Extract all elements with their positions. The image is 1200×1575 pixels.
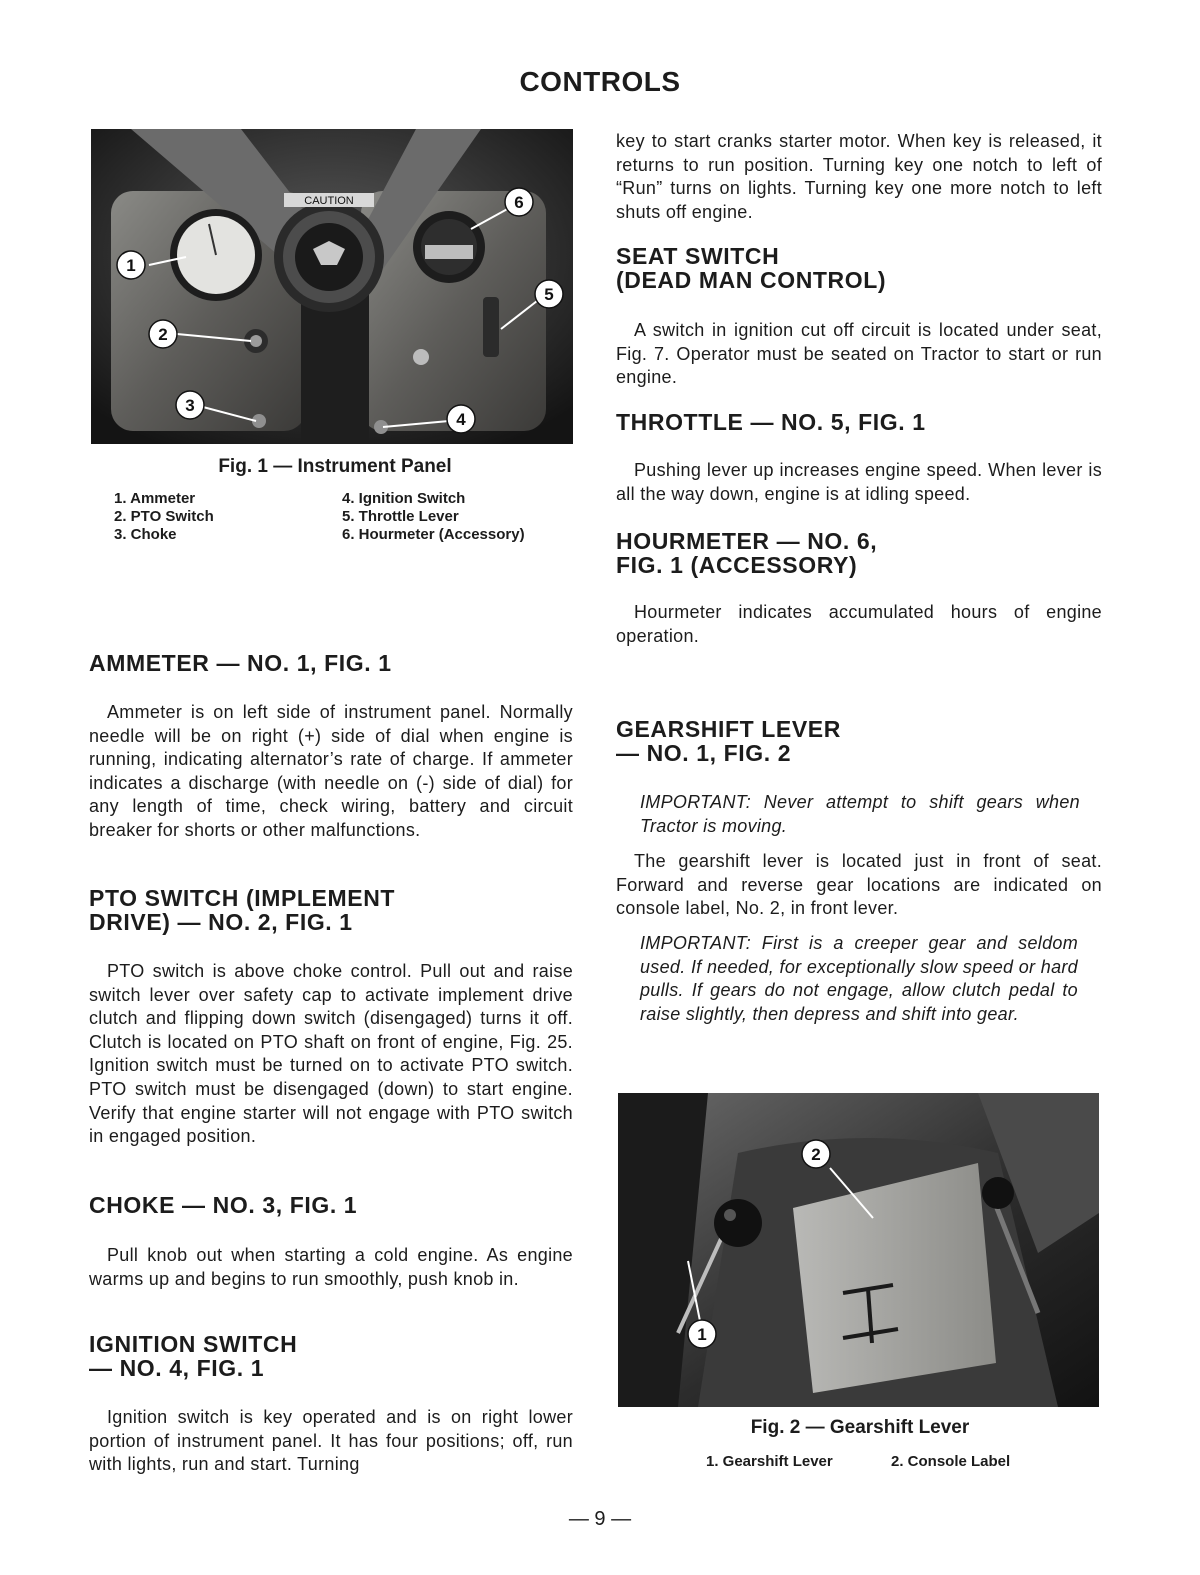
legend-item: 4. Ignition Switch [342,490,466,507]
legend-item: 1. Ammeter [114,490,196,507]
callout-2: 2 [158,325,168,344]
legend-item: 2. PTO Switch [114,508,214,525]
callout-5: 5 [544,285,554,304]
gearshift-important-2: IMPORTANT: First is a creeper gear and seldom used. If needed, for exceptionally slow speed or hard pulls. If gears do not engage, allow clutch pedal to raise slightly, then depress and shift into gear. [640,933,1078,1024]
ammeter-heading: AMMETER — NO. 1, FIG. 1 [89,650,392,676]
page-title: CONTROLS [519,66,681,97]
hourmeter-heading: HOURMETER — NO. 6, FIG. 1 (ACCESSORY) [616,528,878,578]
legend-item: 3. Choke [114,526,177,543]
hourmeter-body: Hourmeter indicates accumulated hours of engine operation. [616,602,1102,646]
instrument-panel-photo [91,129,573,444]
caution-label: CAUTION [304,195,354,207]
figure2-legend-item-1: 1. Gearshift Lever [706,1453,833,1470]
fig2-callout-1: 1 [697,1325,707,1344]
gearshift-lever-photo [618,1093,1099,1407]
throttle-heading: THROTTLE — NO. 5, FIG. 1 [616,409,926,435]
figure2-caption: Fig. 2 — Gearshift Lever [750,1417,970,1438]
ignition-body: Ignition switch is key operated and is on right lower portion of instrument panel. It has four positions; off, run with lights, run and start. Turning [89,1407,573,1475]
seat-switch-heading: SEAT SWITCH (DEAD MAN CONTROL) [616,243,887,293]
legend-item: 6. Hourmeter (Accessory) [342,526,525,543]
page-number: — 9 — [568,1508,632,1530]
callout-4: 4 [456,410,466,429]
choke-body: Pull knob out when starting a cold engine. As engine warms up and begins to run smoothly, push knob in. [89,1245,573,1289]
throttle-body: Pushing lever up increases engine speed. When lever is all the way down, engine is at idling speed. [616,460,1102,504]
figure1-caption: Fig. 1 — Instrument Panel [218,456,452,477]
callout-6: 6 [514,193,524,212]
legend-item: 5. Throttle Lever [342,508,459,525]
callout-1: 1 [126,256,136,275]
ammeter-body: Ammeter is on left side of instrument panel. Normally needle will be on right (+) side of dial when engine is running, indicating alternator’s rate of charge. If ammeter indicates a discharge (with needle on (-) side of dial) for any length of time, check wiring, battery and circuit breaker for shorts or other malfunctions. [89,702,573,840]
figure1-legend-right [342,490,525,544]
choke-heading: CHOKE — NO. 3, FIG. 1 [89,1192,358,1218]
gearshift-body: The gearshift lever is located just in front of seat. Forward and reverse gear locations are indicated on console label, No. 2, in front lever. [616,851,1102,919]
ignition-body-continued: key to start cranks starter motor. When key is released, it returns to run position. Turning key one notch to left of “Run” turns on lights. Turning key one more notch to left shuts off engine. [616,131,1102,222]
callout-3: 3 [185,396,195,415]
seat-switch-body: A switch in ignition cut off circuit is located under seat, Fig. 7. Operator must be seated on Tractor to start or run engine. [616,320,1102,388]
gearshift-important-1: IMPORTANT: Never attempt to shift gears when Tractor is moving. [640,792,1080,836]
pto-body: PTO switch is above choke control. Pull out and raise switch lever over safety cap to activate implement drive clutch and flipping down switch (disengaged) turns it off. Clutch is located on PTO shaft on front of engine, Fig. 25. Ignition switch must be turned on to activate PTO switch. PTO switch must be disengaged (down) to start engine. Verify that engine starter will not engage with PTO switch in engaged position. [89,961,573,1147]
pto-heading: PTO SWITCH (IMPLEMENT DRIVE) — NO. 2, FIG. 1 [89,885,396,935]
figure2-legend-item-2: 2. Console Label [891,1453,1011,1470]
gearshift-heading: GEARSHIFT LEVER — NO. 1, FIG. 2 [616,716,841,766]
figure1-legend-left [114,490,214,544]
ignition-heading: IGNITION SWITCH — NO. 4, FIG. 1 [89,1331,298,1381]
fig2-callout-2: 2 [811,1145,821,1164]
